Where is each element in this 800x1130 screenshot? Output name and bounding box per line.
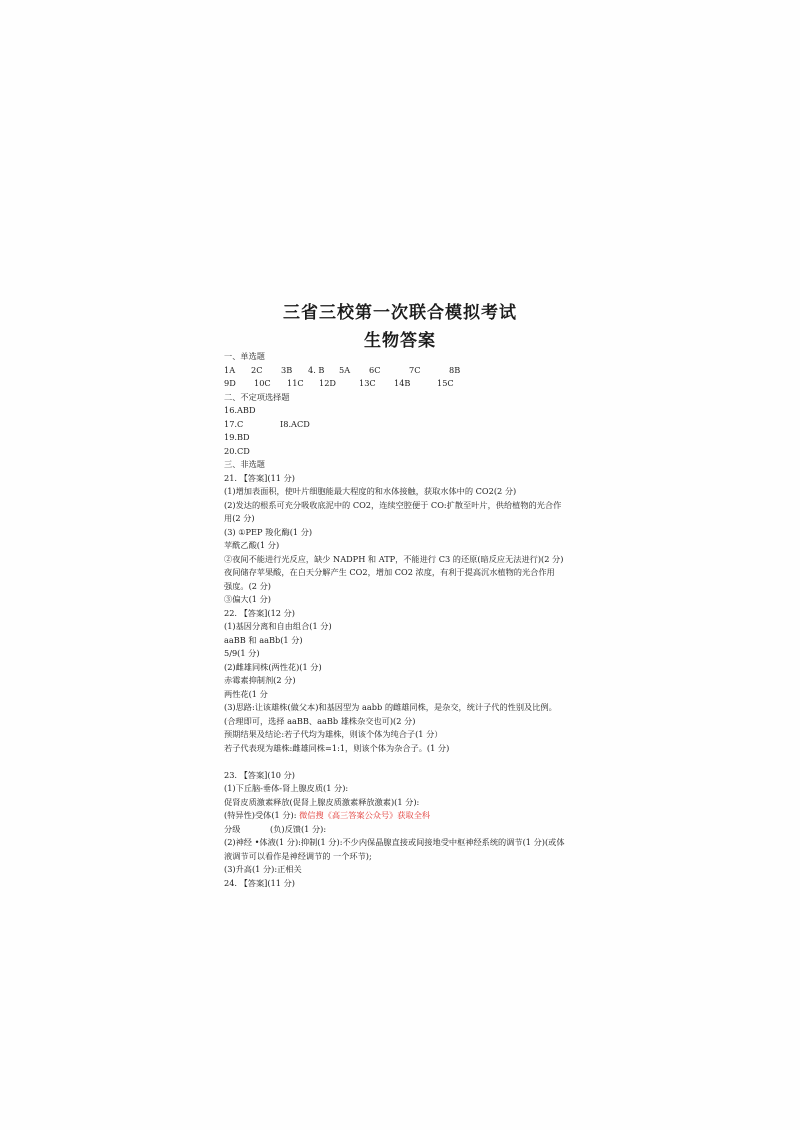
q21-line: (2)发达的根系可充分吸收底泥中的 CO2，连续空腔便于 CO:扩散至叶片，供给植物的光合作 (224, 499, 562, 510)
q23-line: 促肾皮质激素释放(促肾上腺皮质激素释放激素)(1 分): (224, 796, 420, 807)
section-heading-non-choice: 三、非选题 (224, 459, 265, 469)
q24-heading: 24. 【答案](11 分) (224, 877, 295, 888)
q21-line: ③偏大(1 分) (224, 594, 271, 604)
answer-item: 4. B (308, 364, 325, 375)
answer-item: 15C (437, 378, 454, 388)
section-heading-single-choice: 一、单选题 (224, 351, 265, 361)
q23-line-text: 分级 (224, 823, 241, 834)
answer-item: 10C (254, 378, 271, 388)
answer-item: 12D (319, 378, 336, 388)
q21-line: 夜间储存苹果酸，在白天分解产生 CO2，增加 CO2 浓度，有利于提高沉水植物的光合作用 (224, 567, 555, 577)
exam-title: 三省三校第一次联合模拟考试 (283, 303, 517, 323)
q21-line: 强度。(2 分) (224, 580, 271, 591)
answer-item: 1A (224, 364, 236, 375)
q23-heading: 23. 【答案](10 分) (224, 769, 295, 780)
watermark-text: 微信搜《高三答案公众号》获取全科 (299, 810, 431, 820)
answer-item: 9D (224, 378, 236, 388)
q23-line: 液调节可以看作是神经调节的 一个环节); (224, 850, 372, 861)
answer-item: 13C (359, 378, 376, 388)
answer-item: 6C (369, 364, 381, 375)
answer-q20: 20.CD (224, 445, 250, 456)
q22-line: 5/9(1 分) (224, 648, 260, 658)
answer-q17-q18 (224, 418, 584, 432)
q23-line: (1)下丘脑-垂体-肾上腺皮质(1 分): (224, 783, 349, 793)
answer-q17: 17.C (224, 418, 244, 429)
q23-line-with-watermark (224, 809, 584, 823)
q21-line: 用(2 分) (224, 513, 255, 523)
q21-line: 苹酰乙酸(1 分) (224, 540, 280, 550)
q21-line: (1)增加表面积，使叶片细胞能最大程度的和水体接触，获取水体中的 CO2(2 分) (224, 486, 517, 496)
answer-item: 7C (409, 364, 421, 375)
q22-line: 若子代表现为雄株:雌雄同株=1:1，则该个体为杂合子。(1 分) (224, 742, 450, 753)
answer-item: 14B (394, 378, 411, 388)
q21-heading: 21. 【答案](11 分) (224, 472, 295, 483)
q23-line (224, 823, 584, 837)
answer-item: 8B (449, 364, 461, 375)
answer-item: 5A (339, 364, 351, 375)
q22-line: (1)基因分离和自由组合(1 分) (224, 621, 332, 631)
section-heading-multi-choice: 二、不定项选择题 (224, 391, 290, 402)
answer-item: 11C (287, 378, 304, 388)
q21-line: (3) ①PEP 羧化酶(1 分) (224, 526, 313, 537)
q22-line: (合理即可，选择 aaBB、aaBb 雄株杂交也可)(2 分) (224, 715, 416, 726)
q23-line-text: (负)反馈(1 分): (270, 823, 327, 834)
q22-line: (2)雌雄同株(两性花)(1 分) (224, 661, 322, 672)
q22-line: 赤霉素抑制剂(2 分) (224, 675, 296, 685)
answer-q16: 16.ABD (224, 405, 256, 415)
q22-line: 两性花(1 分 (224, 688, 268, 699)
q23-line: (2)神经 •体液(1 分):抑制(1 分):不少内保晶腺直接或间接地受中枢神经系统的调节(1 分)(或体 (224, 837, 565, 847)
q21-line: ②夜间不能进行光反应，缺少 NADPH 和 ATP，不能进行 C3 的还原(暗反应无法进行)(2 分) (224, 553, 564, 564)
spacer (224, 755, 584, 769)
answer-row-2 (224, 377, 584, 391)
q22-line: aaBB 和 aaBb(1 分) (224, 634, 303, 645)
answer-q18: I8.ACD (280, 418, 310, 429)
answer-q19: 19.BD (224, 432, 250, 442)
q22-heading: 22. 【答案](12 分) (224, 607, 295, 618)
answer-row-1 (224, 364, 584, 378)
answer-content (224, 350, 584, 890)
q23-line: (3)升高(1 分):正相关 (224, 864, 302, 874)
q22-line: (3)思路:让该雄株(做父本)和基因型为 aabb 的雌雄同株，是杂交，统计子代的性别及比例。 (224, 702, 557, 712)
answer-item: 2C (251, 364, 263, 375)
q22-line: 预期结果及结论:若子代均为雄株，则该个体为纯合子(1 分） (224, 729, 443, 739)
exam-subtitle: 生物答案 (364, 331, 436, 351)
answer-item: 3B (281, 364, 293, 375)
q23-line-text: (特异性)受体(1 分): (224, 810, 297, 820)
